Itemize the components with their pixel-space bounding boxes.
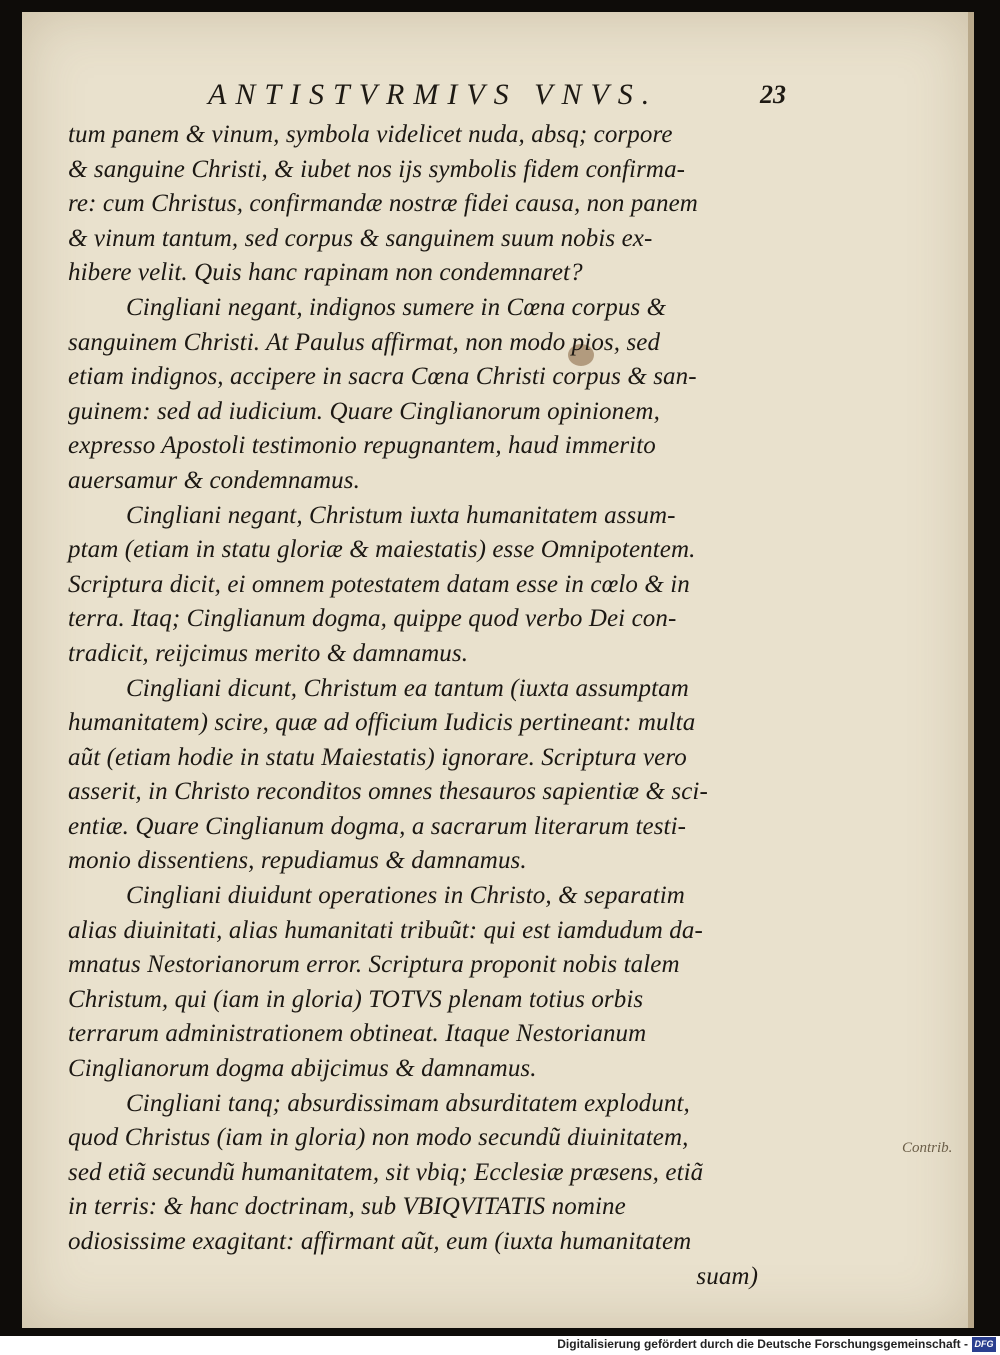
text-line: terra. Itaq; Cinglianum dogma, quippe quod verbo Dei con- [68,605,677,633]
text-line: Cingliani tanq; absurdissimam absurditatem explodunt, [126,1089,690,1117]
running-title: ANTISTVRMIVS VNVS. [208,78,659,111]
text-line: asserit, in Christo reconditos omnes thesauros sapientiæ & sci- [68,778,708,806]
text-line: expresso Apostoli testimonio repugnantem, haud immerito [68,432,656,460]
text-line: Cingliani negant, indignos sumere in Cœna corpus & [126,293,667,321]
text-line: & vinum tantum, sed corpus & sanguinem suum nobis ex- [68,224,653,252]
page-edge [968,12,974,1328]
margin-note: Contrib. [902,1140,953,1156]
text-line: odiosissime exagitant: affirmant aũt, eum (iuxta humanitatem [68,1228,692,1255]
text-line: alias diuinitati, alias humanitati tribuũt: qui est iamdudum da- [68,916,703,944]
text-line: & sanguine Christi, & iubet nos ijs symbolis fidem confirma- [68,155,686,183]
catchword: suam) [696,1262,758,1290]
body-text [68,118,788,1294]
text-line: mnatus Nestorianorum error. Scriptura proponit nobis talem [68,951,680,979]
text-line: guinem: sed ad iudicium. Quare Cinglianorum opinionem, [68,397,660,425]
text-line: etiam indignos, accipere in sacra Cœna Christi corpus & san- [68,363,697,391]
text-line: humanitatem) scire, quæ ad officium Iudicis pertineant: multa [68,709,696,737]
text-line: re: cum Christus, confirmandæ nostræ fidei causa, non panem [68,190,698,218]
text-line: Scriptura dicit, ei omnem potestatem datam esse in cœlo & in [68,570,690,598]
text-line: Cingliani negant, Christum iuxta humanitatem assum- [126,501,676,529]
text-line: Cingliani diuidunt operationes in Christo, & separatim [126,882,685,910]
text-line: Cingliani dicunt, Christum ea tantum (iuxta assumptam [126,674,689,702]
footer-bar [0,1336,1000,1355]
page-header [200,78,800,118]
dfg-logo: DFG [972,1337,996,1352]
text-line: tradicit, reijcimus merito & damnamus. [68,639,469,667]
text-line: hibere velit. Quis hanc rapinam non condemnaret? [68,259,583,287]
text-line: auersamur & condemnamus. [68,466,360,494]
text-line: Christum, qui (iam in gloria) TOTVS plenam totius orbis [68,985,644,1013]
text-line: sanguinem Christi. At Paulus affirmat, non modo pios, sed [68,328,661,356]
text-line: tum panem & vinum, symbola videlicet nuda, absq; corpore [68,121,673,148]
text-line: sed etiã secundũ humanitatem, sit vbiq; Ecclesiæ præsens, etiã [68,1158,704,1186]
text-line: ptam (etiam in statu gloriæ & maiestatis) esse Omnipotentem. [68,536,696,564]
text-line: entiæ. Quare Cinglianum dogma, a sacrarum literarum testi- [68,812,687,840]
text-line: Cinglianorum dogma abijcimus & damnamus. [68,1055,537,1083]
text-line: in terris: & hanc doctrinam, sub VBIQVITATIS nomine [68,1193,626,1221]
page-number: 23 [760,80,786,109]
text-line: monio dissentiens, repudiamus & damnamus. [68,847,527,875]
text-line: aũt (etiam hodie in statu Maiestatis) ignorare. Scriptura vero [68,743,687,771]
text-line: quod Christus (iam in gloria) non modo secundũ diuinitatem, [68,1124,689,1152]
funding-credit: Digitalisierung gefördert durch die Deutsche Forschungsgemeinschaft - [557,1337,968,1351]
text-line: terrarum administrationem obtineat. Itaque Nestorianum [68,1020,647,1048]
